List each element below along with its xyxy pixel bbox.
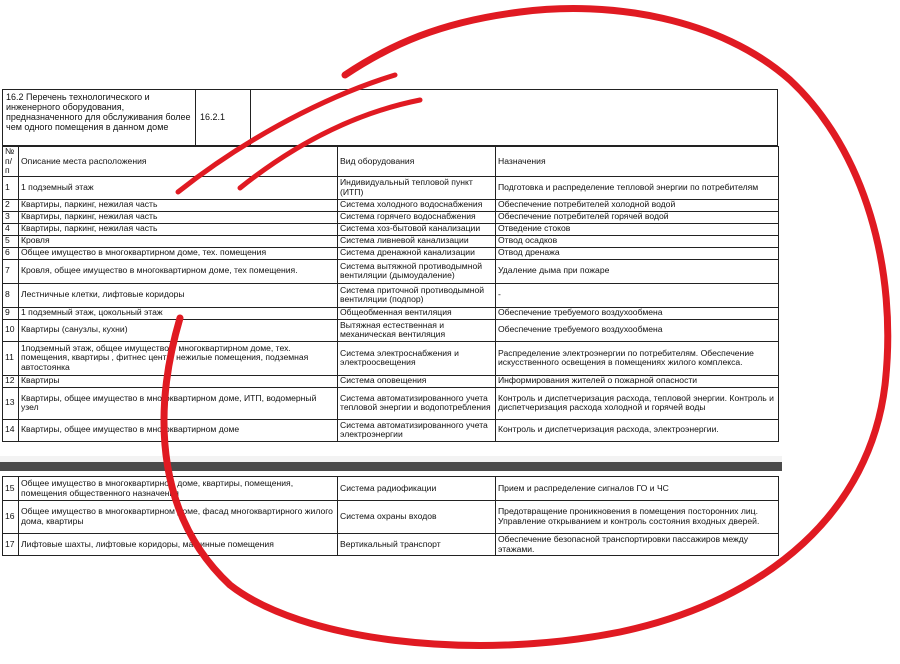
cell-purpose: Подготовка и распределение тепловой энергии по потребителям (496, 176, 779, 199)
cell-purpose: Обеспечение требуемого воздухообмена (496, 319, 779, 341)
equipment-table-bottom (2, 476, 779, 556)
cell-purpose: Обеспечение безопасной транспортировки пассажиров между этажами. (496, 534, 779, 556)
cell-num: 1 (3, 176, 19, 199)
cell-equipment: Система вытяжной противодымной вентиляции (дымоудаление) (338, 259, 496, 283)
cell-place: Квартиры, общее имущество в многоквартирном доме, ИТП, водомерный узел (19, 387, 338, 419)
cell-equipment: Система радиофикации (338, 477, 496, 501)
cell-num: 8 (3, 283, 19, 307)
cell-num: 3 (3, 211, 19, 223)
cell-num: 6 (3, 247, 19, 259)
table-row (3, 235, 779, 247)
table-row (3, 375, 779, 387)
cell-purpose: Предотвращение проникновения в помещения посторонних лиц. Управление открыванием и контроль состояния входных дверей. (496, 501, 779, 534)
cell-equipment: Система хоз-бытовой канализации (338, 223, 496, 235)
cell-num: 15 (3, 477, 19, 501)
table-row (3, 534, 779, 556)
cell-place: Лифтовые шахты, лифтовые коридоры, машинные помещения (19, 534, 338, 556)
table-row (3, 387, 779, 419)
cell-purpose: Отвод осадков (496, 235, 779, 247)
cell-purpose: Информирования жителей о пожарной опасности (496, 375, 779, 387)
cell-place: 1подземный этаж, общее имущество в многоквартирном доме, тех. помещения, квартиры , фитнес центр, нежилые помещения, подземная автостоянка (19, 341, 338, 375)
cell-place: 1 подземный этаж (19, 176, 338, 199)
cell-place: Лестничные клетки, лифтовые коридоры (19, 283, 338, 307)
cell-equipment: Общеобменная вентиляция (338, 307, 496, 319)
cell-place: Квартиры (санузлы, кухни) (19, 319, 338, 341)
header-equipment: Вид оборудования (338, 147, 496, 177)
page-break-separator (0, 462, 782, 471)
table-row (3, 223, 779, 235)
cell-num: 10 (3, 319, 19, 341)
table-row (3, 176, 779, 199)
cell-purpose: Удаление дыма при пожаре (496, 259, 779, 283)
cell-num: 2 (3, 199, 19, 211)
cell-equipment: Система охраны входов (338, 501, 496, 534)
cell-num: 4 (3, 223, 19, 235)
section-title: 16.2 Перечень технологического и инженерного оборудования, предназначенного для обслуживания более чем одного помещения в данном доме (3, 90, 196, 145)
section-code: 16.2.1 (196, 90, 251, 145)
cell-purpose: Распределение электроэнергии по потребителям. Обеспечение искусственного освещения в помещениях жилого комплекса. (496, 341, 779, 375)
section-header (2, 89, 778, 146)
cell-equipment: Система автоматизированного учета тепловой энергии и водопотребления (338, 387, 496, 419)
table-row (3, 307, 779, 319)
cell-equipment: Индивидуальный тепловой пункт (ИТП) (338, 176, 496, 199)
cell-purpose: Контроль и диспетчеризация расхода, электроэнергии. (496, 419, 779, 441)
cell-num: 16 (3, 501, 19, 534)
cell-place: Квартиры, паркинг, нежилая часть (19, 211, 338, 223)
cell-equipment: Система электроснабжения и электроосвещения (338, 341, 496, 375)
table-row (3, 319, 779, 341)
cell-num: 9 (3, 307, 19, 319)
cell-equipment: Вертикальный транспорт (338, 534, 496, 556)
cell-equipment: Система горячего водоснабжения (338, 211, 496, 223)
equipment-table-top (2, 146, 779, 442)
cell-place: 1 подземный этаж, цокольный этаж (19, 307, 338, 319)
table-row (3, 211, 779, 223)
cell-equipment: Система холодного водоснабжения (338, 199, 496, 211)
cell-place: Кровля, общее имущество в многоквартирном доме, тех помещения. (19, 259, 338, 283)
cell-purpose: Отвод дренажа (496, 247, 779, 259)
cell-place: Квартиры, паркинг, нежилая часть (19, 199, 338, 211)
cell-equipment: Система ливневой канализации (338, 235, 496, 247)
cell-purpose: Обеспечение требуемого воздухообмена (496, 307, 779, 319)
cell-equipment: Система приточной противодымной вентиляции (подпор) (338, 283, 496, 307)
cell-purpose: Обеспечение потребителей холодной водой (496, 199, 779, 211)
table-row (3, 247, 779, 259)
cell-num: 7 (3, 259, 19, 283)
cell-purpose: - (496, 283, 779, 307)
table-row (3, 477, 779, 501)
cell-num: 12 (3, 375, 19, 387)
cell-place: Кровля (19, 235, 338, 247)
cell-equipment: Система автоматизированного учета электроэнергии (338, 419, 496, 441)
table-row (3, 283, 779, 307)
cell-num: 11 (3, 341, 19, 375)
cell-purpose: Отведение стоков (496, 223, 779, 235)
header-purpose: Назначения (496, 147, 779, 177)
cell-purpose: Контроль и диспетчеризация расхода, тепловой энергии. Контроль и диспетчеризация расхода холодной и горячей воды (496, 387, 779, 419)
cell-num: 13 (3, 387, 19, 419)
cell-purpose: Обеспечение потребителей горячей водой (496, 211, 779, 223)
cell-equipment: Система дренажной канализации (338, 247, 496, 259)
cell-place: Общее имущество в многоквартирном доме, квартиры, помещения, помещения общественного назначения (19, 477, 338, 501)
cell-place: Квартиры, паркинг, нежилая часть (19, 223, 338, 235)
table-row (3, 501, 779, 534)
cell-place: Квартиры, общее имущество в многоквартирном доме (19, 419, 338, 441)
table-row (3, 341, 779, 375)
cell-place: Общее имущество в многоквартирном доме, фасад многоквартирного жилого дома, квартиры (19, 501, 338, 534)
table-row (3, 199, 779, 211)
cell-num: 17 (3, 534, 19, 556)
cell-equipment: Вытяжная естественная и механическая вентиляция (338, 319, 496, 341)
table-header-row (3, 147, 779, 177)
header-num: № п/п (3, 147, 19, 177)
cell-num: 14 (3, 419, 19, 441)
cell-place: Общее имущество в многоквартирном доме, тех. помещения (19, 247, 338, 259)
cell-place: Квартиры (19, 375, 338, 387)
cell-num: 5 (3, 235, 19, 247)
cell-purpose: Прием и распределение сигналов ГО и ЧС (496, 477, 779, 501)
table-row (3, 259, 779, 283)
header-place: Описание места расположения (19, 147, 338, 177)
table-row (3, 419, 779, 441)
cell-equipment: Система оповещения (338, 375, 496, 387)
